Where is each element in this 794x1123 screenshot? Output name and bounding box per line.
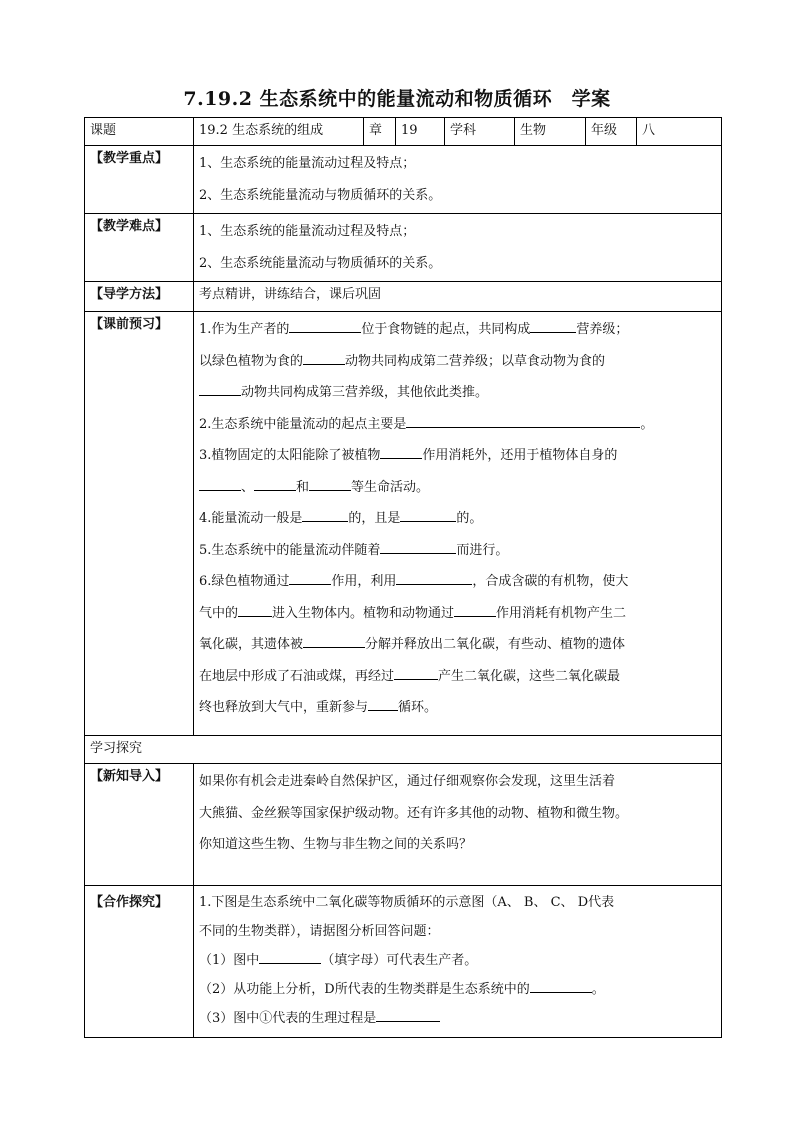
new-intro-row: [85, 764, 722, 886]
answer-blank[interactable]: [289, 318, 361, 333]
cooperate-intro-2: 不同的生物类群），请据图分析回答问题：: [199, 924, 440, 939]
subject-label: 学科: [445, 118, 515, 146]
topic-label: 课题: [85, 118, 194, 146]
answer-blank[interactable]: [530, 318, 576, 333]
answer-blank[interactable]: [396, 570, 472, 585]
chapter-label: 章: [364, 118, 396, 146]
preview-q4: 4.能量流动一般是 的，且是 的。: [199, 503, 716, 535]
answer-blank[interactable]: [309, 476, 351, 491]
key-points-content: [194, 146, 722, 214]
new-intro-line-2: 大熊猫、金丝猴等国家保护级动物。还有许多其他的动物、植物和微生物。: [199, 805, 629, 821]
chapter-value: 19: [396, 118, 445, 146]
preview-q6-line5: 终也释放到大气中，重新参与 循环。: [199, 692, 716, 724]
preview-q1-line3: 动物共同构成第三营养级，其他依此类推。: [199, 377, 716, 409]
preview-q6-line3: 氧化碳，其遗体被 分解并释放出二氧化碳，有些动、植物的遗体: [199, 629, 716, 661]
answer-blank[interactable]: [238, 602, 272, 617]
explore-row: [85, 736, 722, 764]
subject-value: 生物: [515, 118, 586, 146]
answer-blank[interactable]: [376, 1007, 440, 1022]
header-row: [85, 118, 722, 146]
answer-blank[interactable]: [394, 665, 438, 680]
key-points-label: 【教学重点】: [85, 146, 194, 214]
method-label: 【导学方法】: [85, 282, 194, 312]
preview-q1-line1: 1.作为生产者的 位于食物链的起点，共同构成 营养级；: [199, 314, 716, 346]
difficult-points-row: [85, 214, 722, 282]
new-intro-line-3: 你知道这些生物、生物与非生物之间的关系吗？: [199, 837, 473, 852]
topic-value: 19.2 生态系统的组成: [194, 118, 364, 146]
answer-blank[interactable]: [454, 602, 496, 617]
cooperate-q3: （3）图中①代表的生理过程是: [199, 1004, 716, 1033]
preview-label: 【课前预习】: [85, 312, 194, 736]
difficult-point-2: 2、生态系统能量流动与物质循环的关系。: [199, 255, 442, 271]
preview-q6-line4: 在地层中形成了石油或煤，再经过 产生二氧化碳，这些二氧化碳最: [199, 661, 716, 693]
key-point-2: 2、生态系统能量流动与物质循环的关系。: [199, 187, 442, 203]
answer-blank[interactable]: [289, 570, 331, 585]
answer-blank[interactable]: [199, 381, 241, 396]
method-text: 考点精讲，讲练结合，课后巩固: [194, 282, 722, 312]
answer-blank[interactable]: [254, 476, 296, 491]
answer-blank[interactable]: [530, 978, 592, 993]
explore-label: 学习探究: [85, 736, 722, 764]
answer-blank[interactable]: [303, 350, 345, 365]
page-title: 7.19.2 生态系统中的能量流动和物质循环 学案: [183, 88, 611, 110]
new-intro-content: [194, 764, 722, 886]
new-intro-label: 【新知导入】: [85, 764, 194, 886]
answer-blank[interactable]: [303, 633, 365, 648]
answer-blank[interactable]: [406, 413, 640, 428]
preview-q6-line2: 气中的 进入生物体内。植物和动物通过 作用消耗有机物产生二: [199, 598, 716, 630]
answer-blank[interactable]: [368, 696, 398, 711]
preview-content: [194, 312, 722, 736]
preview-row: [85, 312, 722, 736]
method-row: [85, 282, 722, 312]
cooperate-intro-1: 1.下图是生态系统中二氧化碳等物质循环的示意图（A、 B、 C、 D代表: [199, 895, 615, 910]
answer-blank[interactable]: [400, 507, 456, 522]
new-intro-line-1: 如果你有机会走进秦岭自然保护区，通过仔细观察你会发现，这里生活着: [199, 774, 616, 789]
preview-q3-line2: 、 和 等生命活动。: [199, 472, 716, 504]
cooperate-content: [194, 886, 722, 1038]
answer-blank[interactable]: [380, 539, 456, 554]
answer-blank[interactable]: [380, 444, 422, 459]
answer-blank[interactable]: [302, 507, 348, 522]
difficult-points-label: 【教学难点】: [85, 214, 194, 282]
answer-blank[interactable]: [199, 476, 241, 491]
cooperate-q1: （1）图中 （填字母）可代表生产者。: [199, 946, 716, 975]
cooperate-row: [85, 886, 722, 1038]
key-point-1: 1、生态系统的能量流动过程及特点；: [199, 156, 416, 171]
grade-label: 年级: [586, 118, 637, 146]
preview-q1-line2: 以绿色植物为食的 动物共同构成第二营养级；以草食动物为食的: [199, 346, 716, 378]
preview-q3-line1: 3.植物固定的太阳能除了被植物 作用消耗外，还用于植物体自身的: [199, 440, 716, 472]
difficult-points-content: [194, 214, 722, 282]
answer-blank[interactable]: [259, 949, 321, 964]
preview-q5: 5.生态系统中的能量流动伴随着 而进行。: [199, 535, 716, 567]
study-plan-table: [84, 117, 722, 1038]
grade-value: 八: [637, 118, 722, 146]
cooperate-label: 【合作探究】: [85, 886, 194, 1038]
preview-q2: 2.生态系统中能量流动的起点主要是 。: [199, 409, 716, 441]
preview-q6-line1: 6.绿色植物通过 作用，利用 ，合成含碳的有机物，使大: [199, 566, 716, 598]
cooperate-q2: （2）从功能上分析，D所代表的生物类群是生态系统中的 。: [199, 975, 716, 1004]
difficult-point-1: 1、生态系统的能量流动过程及特点；: [199, 224, 416, 239]
key-points-row: [85, 146, 722, 214]
